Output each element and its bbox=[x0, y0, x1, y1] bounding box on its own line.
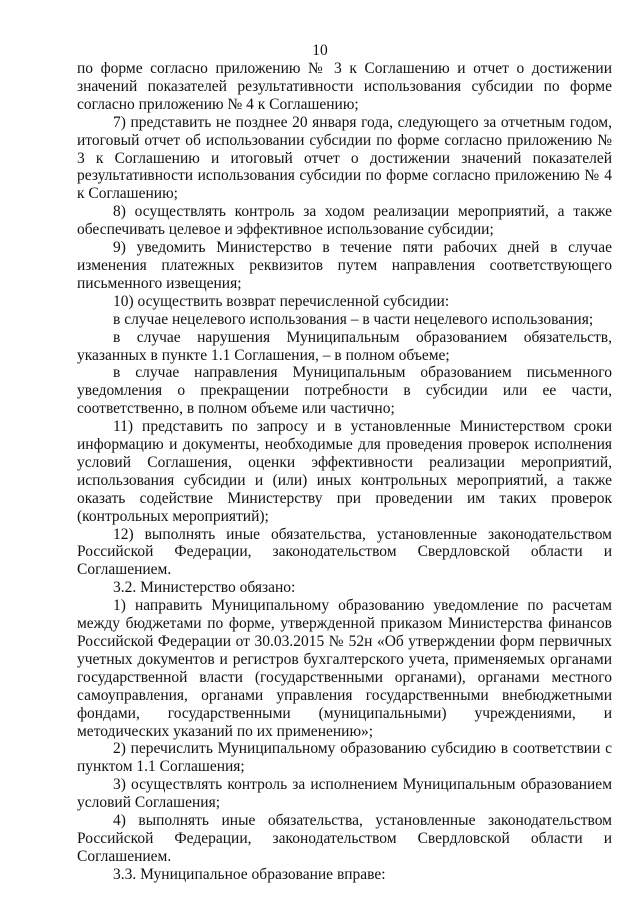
paragraph-item-12: 12) выполнять иные обязательства, установленные законодательством Российской Федерации, законодательством Свердловской области и Соглашением. bbox=[77, 525, 612, 579]
paragraph-3-2-item-4: 4) выполнять иные обязательства, установленные законодательством Российской Федерации, законодательством Свердловской области и Соглашением. bbox=[77, 812, 612, 865]
paragraph-item-10-case-2: в случае нарушения Муниципальным образованием обязательств, указанных в пункте 1.1 Соглашения, – в полном объеме; bbox=[77, 328, 612, 364]
paragraph-3-2-item-3: 3) осуществлять контроль за исполнением Муниципальным образованием условий Соглашения; bbox=[77, 776, 612, 812]
paragraph-item-10: 10) осуществить возврат перечисленной субсидии: bbox=[113, 292, 450, 310]
paragraph-item-11: 11) представить по запросу и в установленные Министерством сроки информацию и документы, необходимые для проведения проверок исполнения условий Соглашения, оценки эффективности реализации мероприятий, использования субсидии и (или) иных контрольных мероприятий, а также оказать содействие Министерству при проведении им таких проверок (контрольных мероприятий); bbox=[77, 418, 612, 525]
page-number: 10 bbox=[312, 42, 328, 59]
paragraph-continuation: по форме согласно приложению № 3 к Соглашению и отчет о достижении значений показателей результативности использования субсидии по форме согласно приложению № 4 к Соглашению; bbox=[77, 60, 612, 113]
paragraph-item-8: 8) осуществлять контроль за ходом реализации мероприятий, а также обеспечивать целевое и эффективное использование субсидии; bbox=[77, 203, 612, 239]
section-heading-3-3: 3.3. Муниципальное образование вправе: bbox=[113, 865, 386, 883]
document-body bbox=[77, 60, 612, 884]
paragraph-item-7: 7) представить не позднее 20 января года, следующего за отчетным годом, итоговый отчет об использовании субсидии по форме согласно приложению № 3 к Соглашению и итоговый отчет о достижении значений показателей результативности использования субсидии по форме согласно приложению № 4 к Соглашению; bbox=[77, 113, 612, 203]
paragraph-3-2-item-1: 1) направить Муниципальному образованию уведомление по расчетам между бюджетами по форме, утвержденной приказом Министерства финансов Российской Федерации от 30.03.2015 № 52н «Об утверждении форм первичных учетных документов и регистров бухгалтерского учета, применяемых органами государственной власти (государственными органами), органами местного самоуправления, органами управления государственными внебюджетными фондами, государственными (муниципальными) учреждениями, и методических указаний по их применению»; bbox=[77, 597, 612, 740]
paragraph-3-2-item-2: 2) перечислить Муниципальному образованию субсидию в соответствии с пунктом 1.1 Соглашения; bbox=[77, 740, 612, 776]
paragraph-item-9: 9) уведомить Министерство в течение пяти рабочих дней в случае изменения платежных реквизитов путем направления соответствующего письменного извещения; bbox=[77, 239, 612, 292]
section-heading-3-2: 3.2. Министерство обязано: bbox=[113, 579, 296, 597]
paragraph-item-10-case-1: в случае нецелевого использования – в части нецелевого использования; bbox=[113, 310, 594, 328]
paragraph-item-10-case-3: в случае направления Муниципальным образованием письменного уведомления о прекращении потребности в субсидии или ее части, соответственно, в полном объеме или частично; bbox=[77, 364, 612, 418]
